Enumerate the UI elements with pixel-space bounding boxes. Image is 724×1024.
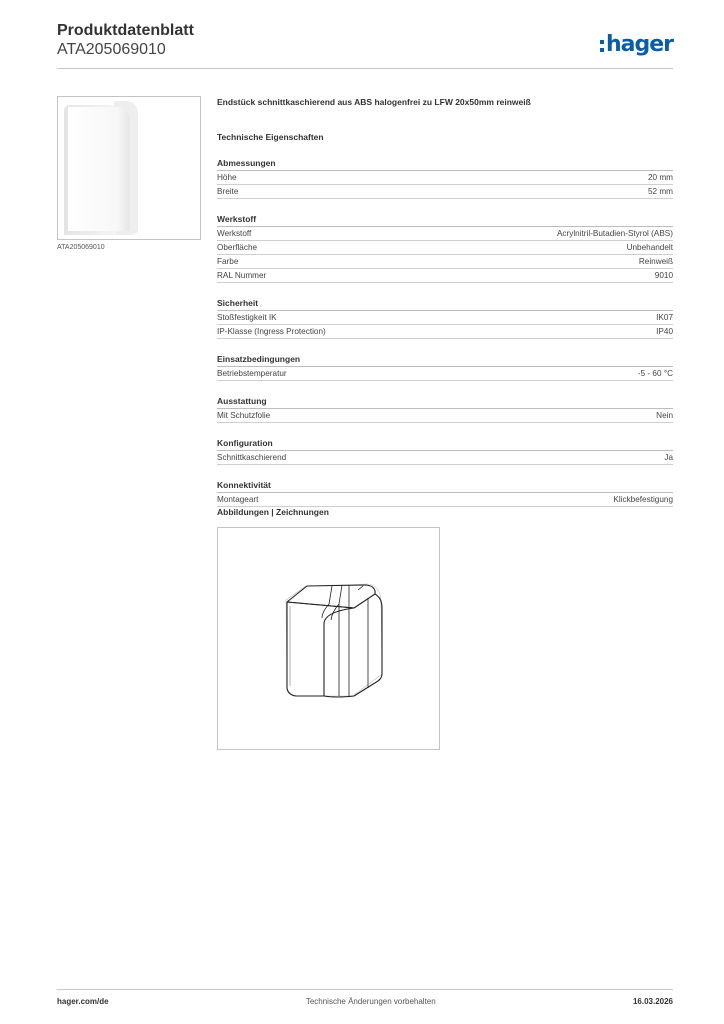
- footer-website: hager.com/de: [57, 997, 109, 1006]
- property-row: [217, 185, 673, 199]
- property-row: [217, 451, 673, 465]
- page-footer: [57, 989, 673, 1006]
- product-details: [217, 96, 673, 507]
- property-row: [217, 311, 673, 325]
- property-group-title: Abmessungen: [217, 157, 673, 171]
- property-value: IP40: [656, 327, 673, 336]
- property-row: [217, 325, 673, 339]
- technical-properties-list: [217, 157, 673, 507]
- property-group-title: Werkstoff: [217, 213, 673, 227]
- property-row: [217, 255, 673, 269]
- property-label: IP-Klasse (Ingress Protection): [217, 327, 326, 336]
- article-number: ATA205069010: [57, 41, 166, 58]
- document-title: Produktdatenblatt: [57, 22, 194, 39]
- property-group-title: Ausstattung: [217, 395, 673, 409]
- property-value: Ja: [664, 453, 673, 462]
- property-group-title: Sicherheit: [217, 297, 673, 311]
- footer-date: 16.03.2026: [632, 997, 673, 1006]
- property-row: [217, 171, 673, 185]
- property-label: Betriebstemperatur: [217, 369, 287, 378]
- property-row: [217, 409, 673, 423]
- technical-drawing-graphic: [218, 528, 439, 749]
- property-row: [217, 227, 673, 241]
- property-value: -5 - 60 °C: [637, 369, 673, 378]
- property-group-title: Einsatzbedingungen: [217, 353, 673, 367]
- page-header: [57, 21, 673, 69]
- property-label: Höhe: [217, 173, 237, 182]
- product-description: Endstück schnittkaschierend aus ABS halogenfrei zu LFW 20x50mm reinweiß: [217, 97, 531, 107]
- property-label: Farbe: [217, 257, 239, 266]
- property-value: Nein: [656, 411, 673, 420]
- hager-logo: [600, 29, 673, 59]
- property-label: Oberfläche: [217, 243, 258, 252]
- product-photo: [57, 96, 201, 240]
- property-group: [217, 353, 673, 381]
- property-group-title: Konnektivität: [217, 479, 673, 493]
- property-value: 20 mm: [647, 173, 673, 182]
- property-label: RAL Nummer: [217, 271, 267, 280]
- logo-dots-icon: [600, 40, 604, 52]
- property-group: [217, 437, 673, 465]
- logo-text: hager: [605, 31, 673, 57]
- property-label: Breite: [217, 187, 239, 196]
- drawings-title: Abbildungen | Zeichnungen: [217, 507, 329, 517]
- technical-properties-title: Technische Eigenschaften: [217, 132, 324, 142]
- property-group: [217, 297, 673, 339]
- property-group: [217, 157, 673, 199]
- property-group-title: Konfiguration: [217, 437, 673, 451]
- property-row: [217, 269, 673, 283]
- property-row: [217, 493, 673, 507]
- technical-drawing: [217, 527, 440, 750]
- product-image-caption: ATA205069010: [57, 244, 105, 251]
- property-row: [217, 367, 673, 381]
- property-group: [217, 213, 673, 283]
- property-label: Montageart: [217, 495, 259, 504]
- property-label: Mit Schutzfolie: [217, 411, 271, 420]
- property-value: Unbehandelt: [626, 243, 673, 252]
- property-value: Reinweiß: [638, 257, 673, 266]
- property-value: 52 mm: [647, 187, 673, 196]
- property-value: Acrylnitril-Butadien-Styrol (ABS): [556, 229, 673, 238]
- property-value: Klickbefestigung: [613, 495, 673, 504]
- property-label: Werkstoff: [217, 229, 252, 238]
- property-value: IK07: [656, 313, 673, 322]
- footer-notice: Technische Änderungen vorbehalten: [305, 997, 436, 1006]
- property-value: 9010: [654, 271, 673, 280]
- property-label: Stoßfestigkeit IK: [217, 313, 277, 322]
- property-group: [217, 395, 673, 423]
- property-label: Schnittkaschierend: [217, 453, 287, 462]
- product-photo-graphic: [58, 97, 200, 239]
- property-row: [217, 241, 673, 255]
- property-group: [217, 479, 673, 507]
